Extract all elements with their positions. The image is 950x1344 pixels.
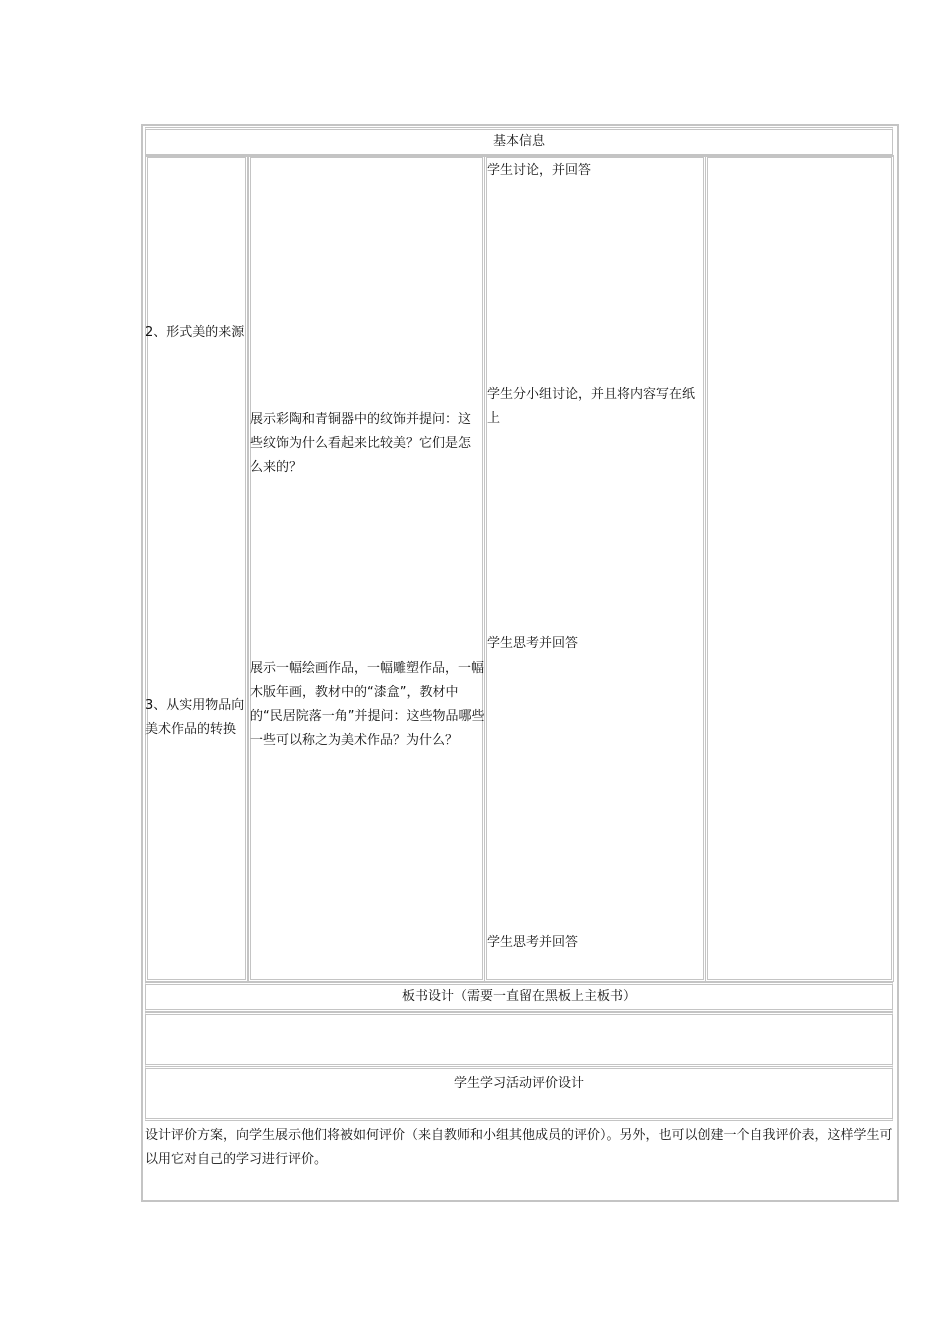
notes-column xyxy=(705,155,894,982)
student-answer-1: 学生讨论，并回答 xyxy=(487,163,592,178)
student-activity-column xyxy=(484,155,706,982)
evaluation-body: 设计评价方案，向学生展示他们将被如何评价（来自教师和小组其他成员的评价）。另外，也可以创建一个自我评价表，这样学生可以用它对自己的学习进行评价。 xyxy=(145,1128,893,1167)
teacher-activity-column xyxy=(248,155,485,982)
basic-info-title: 基本信息 xyxy=(492,134,545,149)
section-column xyxy=(145,155,248,982)
board-design-body xyxy=(145,1012,893,1067)
board-design-title: 板书设计（需要一直留在黑板上主板书） xyxy=(401,989,636,1004)
basic-info-header xyxy=(145,127,893,157)
evaluation-title: 学生学习活动评价设计 xyxy=(453,1076,584,1091)
student-answer-4: 学生思考并回答 xyxy=(487,935,579,950)
teacher-question-1: 展示彩陶和青铜器中的纹饰并提问：这些纹饰为什么看起来比较美？它们是怎么来的？ xyxy=(250,412,472,475)
student-answer-3: 学生思考并回答 xyxy=(487,636,579,651)
section-2-title: 2、形式美的来源 xyxy=(145,325,245,340)
student-answer-2: 学生分小组讨论，并且将内容写在纸上 xyxy=(487,387,696,426)
section-3-title: 3、从实用物品向美术作品的转换 xyxy=(145,698,245,737)
board-design-header xyxy=(145,982,893,1012)
evaluation-header xyxy=(145,1066,893,1121)
teacher-question-2: 展示一幅绘画作品，一幅雕塑作品，一幅木版年画，教材中的“漆盒”，教材中的“民居院落一角”并提问：这些物品哪些一些可以称之为美术作品？为什么？ xyxy=(250,661,485,748)
